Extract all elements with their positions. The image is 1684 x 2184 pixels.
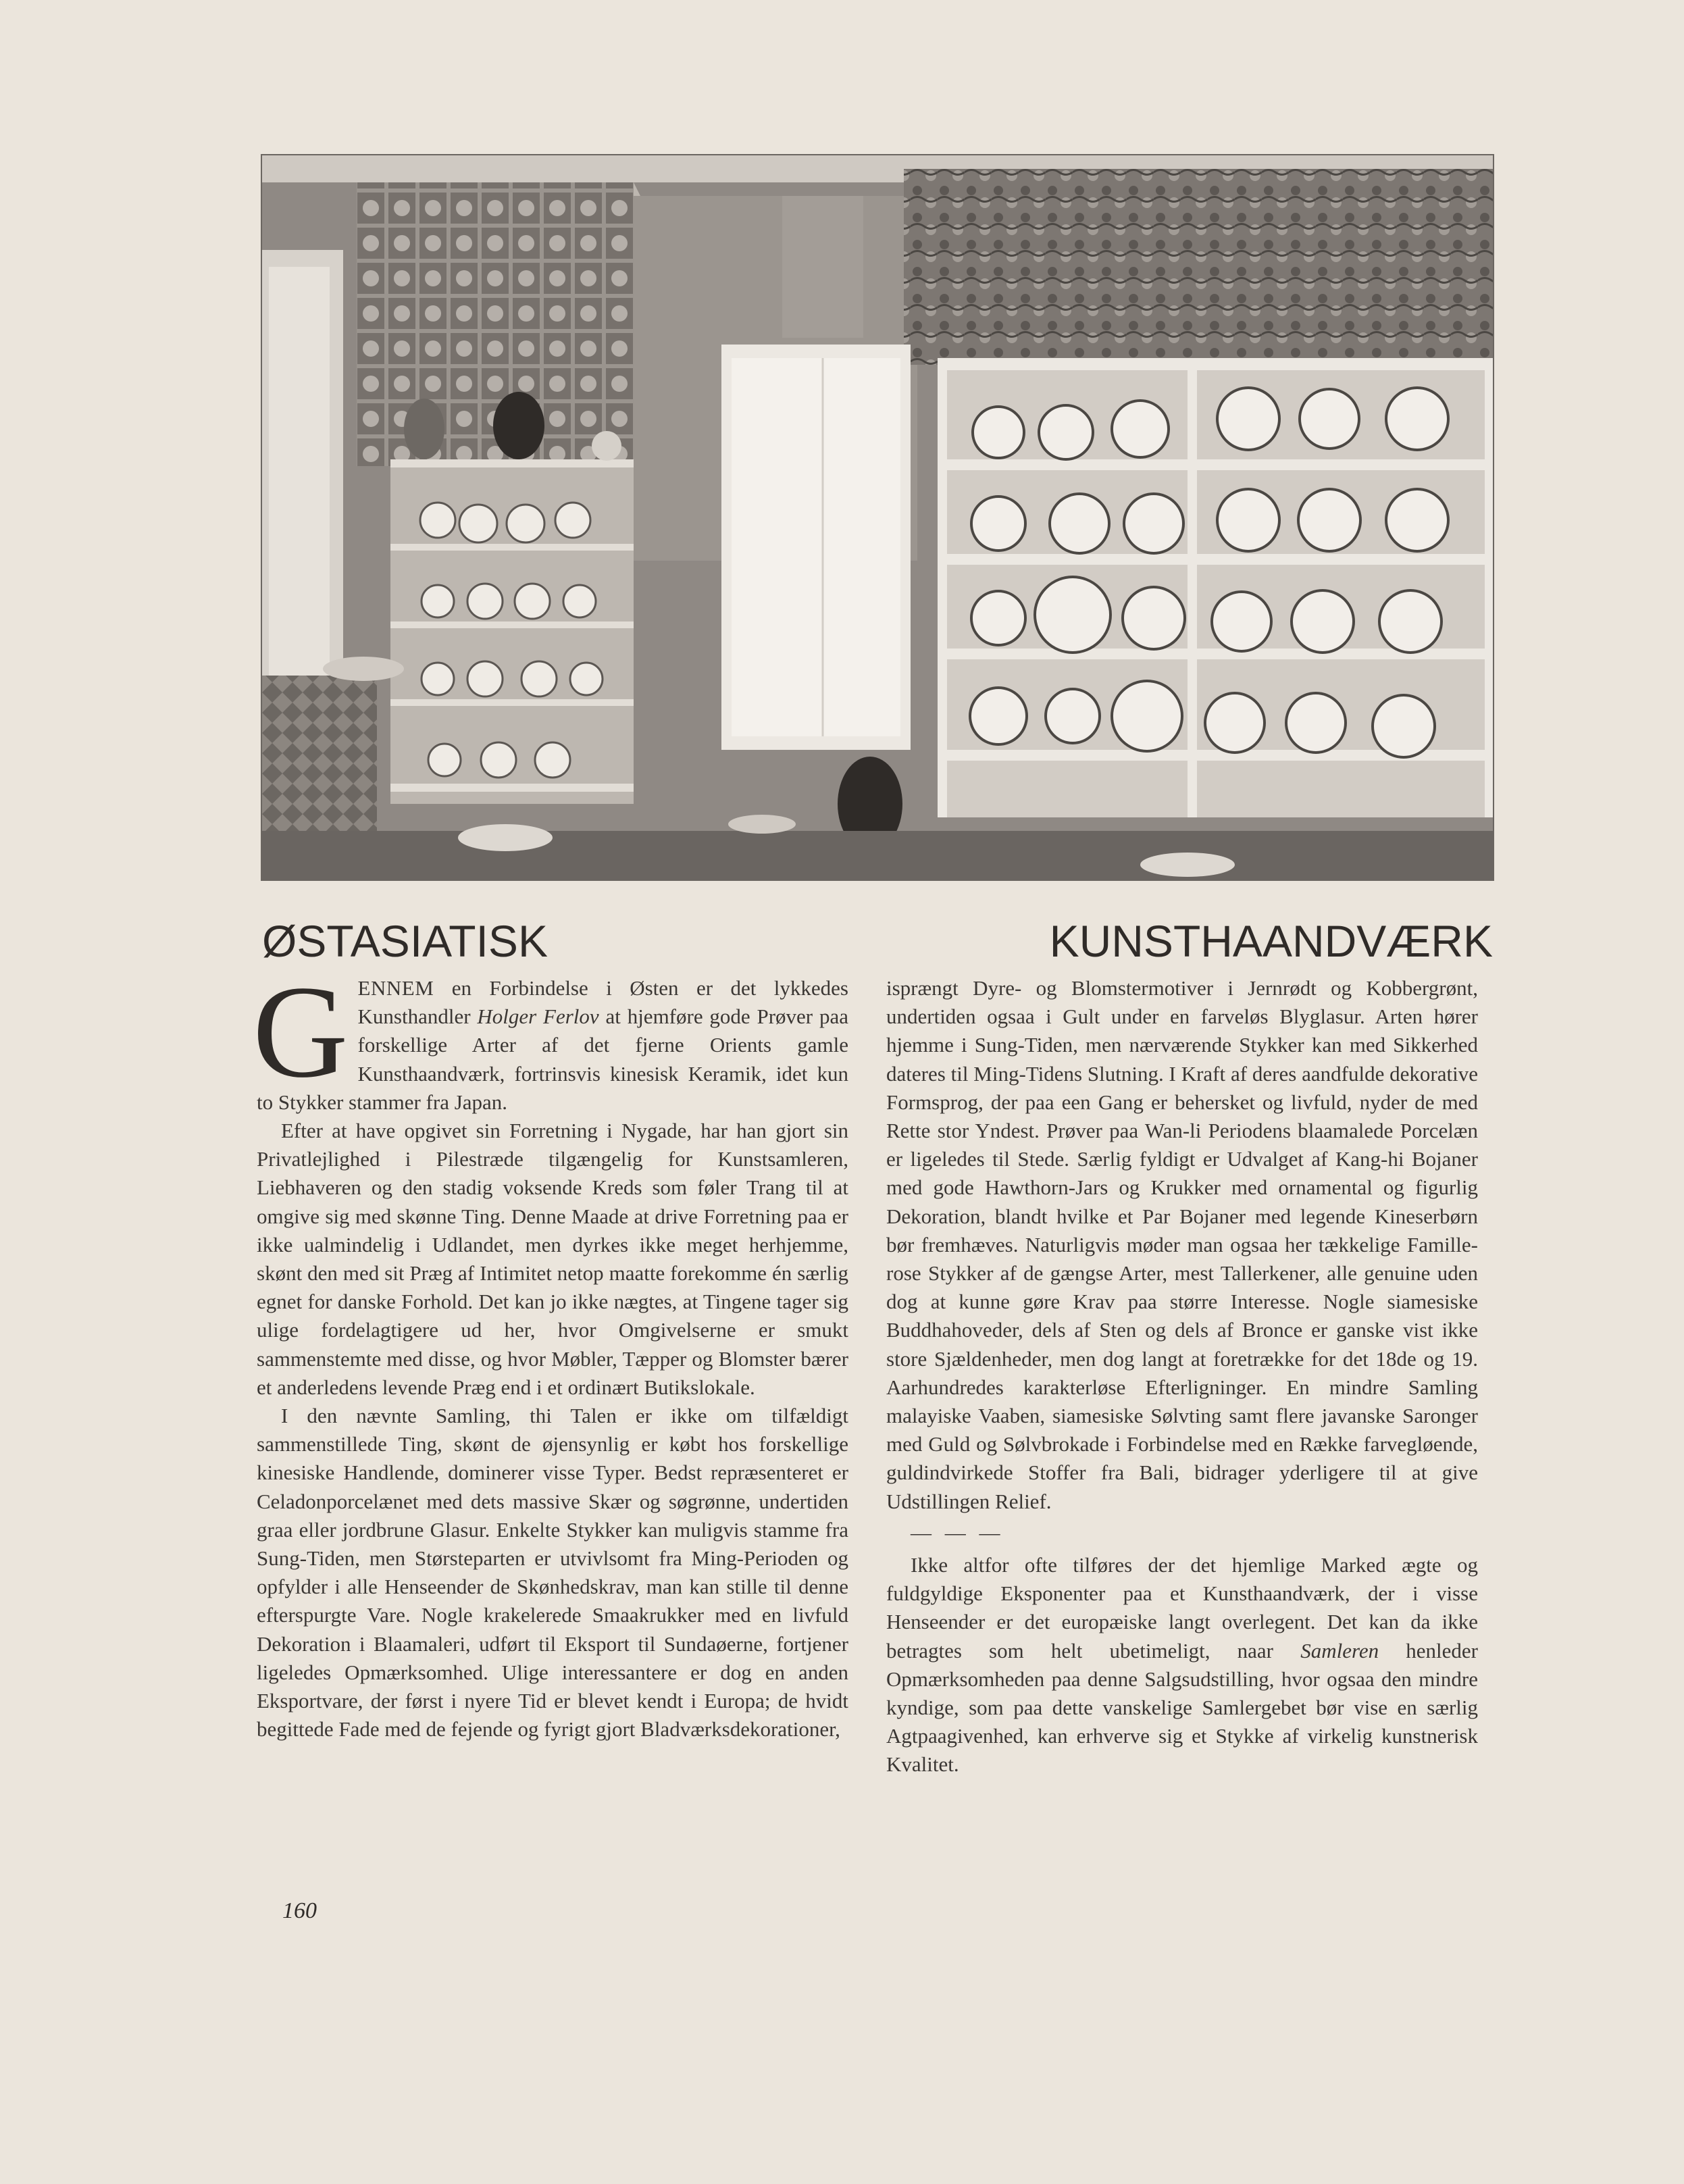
samleren-title: Samleren xyxy=(1300,1638,1379,1662)
paragraph-3: I den nævnte Samling, thi Talen er ikke om tilfældigt sammenstillede Ting, skønt de øjensynlig er købt hos forskellige kinesiske Handlende, dominerer visse Typer. Bedst repræsenteret er Celadonporcelænet med dets massive Skær og søgrønne, undertiden graa eller jordbrune Glasur. Enkelte Stykker kan muligvis stamme fra Sung-Tiden, men Størsteparten er utvivlsomt fra Ming-Perioden og opfylder i alle Henseender de Skønhedskrav, man kan stille til denne efterspurgte Vare. Nogle krakelerede Smaakrukker med en livfuld Dekoration i Blaamaleri, udført til Eksport til Sundaøerne, fortjener ligeledes Opmærksomhed. Ulige interessantere er dog en anden Eksportvare, der først i nyere Tid er blevet kendt i Europa; de hvidt begittede Fade med de fejende og fyrigt gjort Bladværksdekorationer, xyxy=(257,1404,848,1742)
room-photograph xyxy=(262,155,1493,880)
paragraph-5-text-a: Ikke altfor ofte tilføres der det hjemlige Marked ægte og fuldgyldige Eksponenter paa et Kunsthaandværk, der i visse Henseender er det europæiske langt overlegent. Det kan da ikke betragtes som helt ubetimeligt, naar xyxy=(886,1553,1478,1662)
drop-cap: G xyxy=(253,959,349,1105)
left-column xyxy=(253,959,848,1744)
page-number: 160 xyxy=(282,1898,317,1923)
right-column xyxy=(886,974,1478,1779)
paragraph-1-text-a: en Forbindelse i Østen er det lykkedes Kunsthandler xyxy=(357,976,848,1029)
photograph-illustration xyxy=(262,155,1493,880)
paragraph-5 xyxy=(886,1551,1478,1779)
paragraph-4: isprængt Dyre- og Blomstermotiver i Jernrødt og Kobbergrønt, undertiden ogsaa i Gult under en farveløs Blyglasur. Arten hører hjemme i Sung-Tiden, men nærværende Stykker kan med Sikkerhed dateres til Ming-Tidens Slutning. I Kraft af deres aandfulde dekorative Formsprog, der paa een Gang er behersket og livfuld, nyder de med Rette stor Yndest. Prøver paa Wan-li Periodens blaamalede Porcelæn er ligeledes til Stede. Særlig fyldigt er Udvalget af Kang-hi Bojaner med gode Hawthorn-Jars og Krukker med ornamental og figurlig Dekoration, blandt hvilke et Par Bojaner med legende Kineserbørn bør fremhæves. Naturligvis møder man ogsaa her tækkelige Famille-rose Stykker af de gængse Arter, mest Tallerkener, alle genuine uden dog at kunne gøre Krav paa større Interesse. Nogle siamesiske Buddhahoveder, dels af Sten og dels af Bronce er ganske vist ikke store Sjældenheder, men dog langt at foretrække for det 18de og 19. Aarhundredes karakterløse Efterligninger. En mindre Samling malayiske Vaaben, siamesiske Sølvting samt flere javanske Saronger med Guld og Sølvbrokade i Forbindelse med en Række farvegløende, guldindvirkede Stoffer fra Bali, bidrager yderligere til at give Udstillingen Relief. xyxy=(886,976,1478,1513)
paragraph-1-text-b: at hjemføre gode Prøver paa forskellige Arter af det fjerne Orients gamle Kunsthaandværk, fortrinsvis kinesisk Keramik, idet kun to Stykker stammer fra Japan. xyxy=(257,1005,848,1114)
article-title: ØSTASIATISK KUNSTHAANDVÆRK xyxy=(262,916,1493,966)
paragraph-2: Efter at have opgivet sin Forretning i Nygade, har han gjort sin Privatlejlighed i Pilestræde tilgængelig for Kunstsamleren, Liebhaveren og den stadig voksende Kreds som føler Trang til at omgive sig med skønne Ting. Denne Maade at drive Forretning paa er ikke ualmindelig i Udlandet, men dyrkes ikke meget herhjemme, skønt den med sit Præg af Intimitet netop maatte forekomme én særlig egnet for danske Forhold. Det kan jo ikke nægtes, at Tingene tager sig ulige fordelagtigere ud her, hvor Omgivelserne er smukt sammenstemte med disse, og hvor Møbler, Tæpper og Blomster bærer et anderledens levende Præg end i et ordinært Butikslokale. xyxy=(257,1119,848,1399)
paragraph-5-text-b: henleder Opmærksomheden paa denne Salgsudstilling, hvor ogsaa den mindre kyndige, som paa dette vanskelige Samlergebet bør vise en særlig Agtpaagivenhed, kan erhverve sig et Stykke af virkelig kunstnerisk Kvalitet. xyxy=(886,1638,1479,1777)
opening-word: ENNEM xyxy=(357,976,434,1000)
dealer-name: Holger Ferlov xyxy=(477,1005,599,1029)
paragraph-1 xyxy=(253,959,848,1117)
section-divider: — — — xyxy=(911,1520,1004,1544)
